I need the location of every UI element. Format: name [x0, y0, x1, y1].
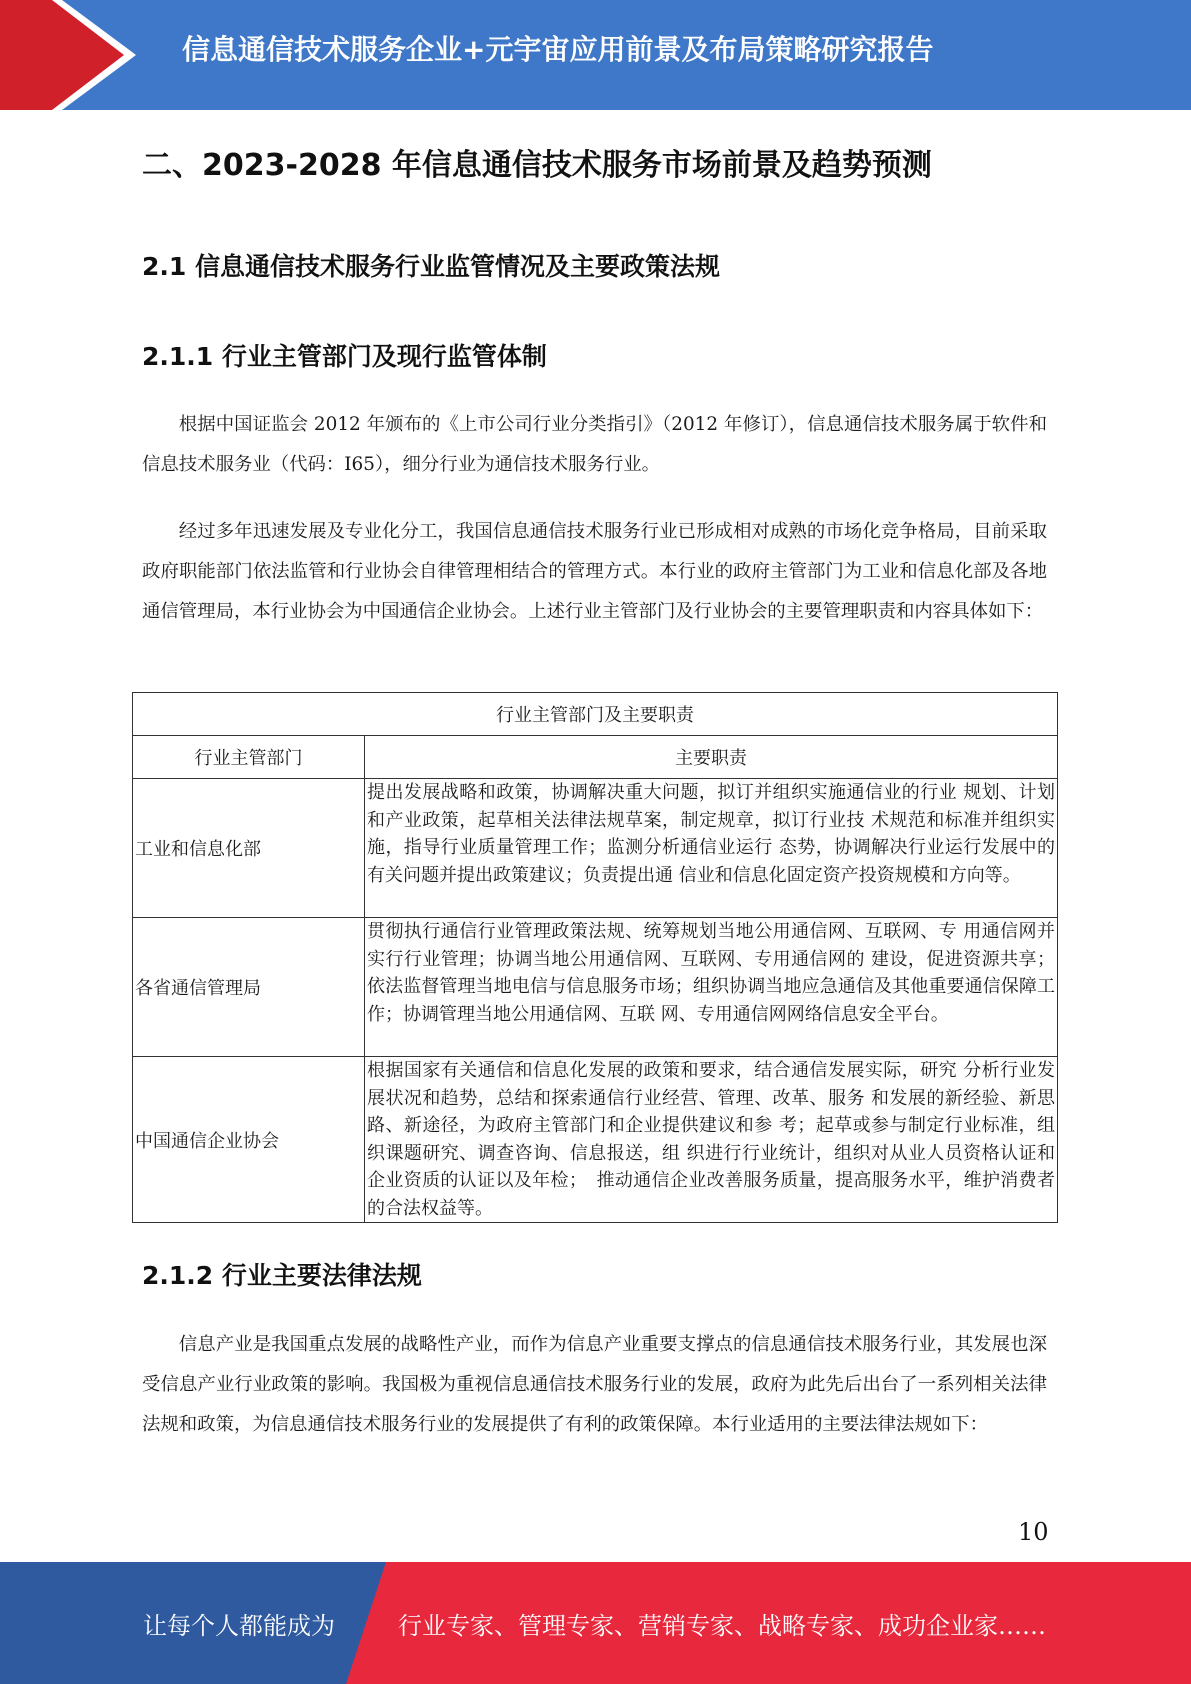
header-chevron-icon [0, 0, 150, 110]
subsection-heading-2-1-1: 2.1.1 行业主管部门及现行监管体制 [142, 342, 547, 371]
section-title: 二、2023-2028 年信息通信技术服务市场前景及趋势预测 [142, 148, 932, 183]
table-cell-duties: 贯彻执行通信行业管理政策法规、统筹规划当地公用通信网、互联网、专 用通信网并实行行业管理；协调当地公用通信网、互联网、专用通信网的 建设，促进资源共享；依法监督管理当地电信与信息服务市场；组织协调当地应急通信及其他重要通信保障工作；协调管理当地公用通信网、互联 网、专用通信网网络信息安全平台。 [365, 918, 1058, 1057]
table-cell-duties: 提出发展战略和政策，协调解决重大问题，拟订并组织实施通信业的行业 规划、计划和产业政策，起草相关法律法规草案，制定规章，拟订行业技 术规范和标准并组织实施，指导行业质量管理工作；监测分析通信业运行 态势，协调解决行业运行发展中的有关问题并提出政策建议；负责提出通 信业和信息化固定资产投资规模和方向等。 [365, 779, 1058, 918]
table-cell-department: 工业和信息化部 [133, 779, 365, 918]
paragraph-industry-classification: 根据中国证监会 2012 年颁布的《上市公司行业分类指引》（2012 年修订），信息通信技术服务属于软件和信息技术服务业（代码：I65），细分行业为通信技术服务行业。 [142, 414, 1047, 475]
table-caption: 行业主管部门及主要职责 [133, 693, 1058, 736]
subsection-heading-2-1: 2.1 信息通信技术服务行业监管情况及主要政策法规 [142, 252, 720, 281]
paragraph-laws-intro: 信息产业是我国重点发展的战略性产业，而作为信息产业重要支撑点的信息通信技术服务行业，其发展也深受信息产业行业政策的影响。我国极为重视信息通信技术服务行业的发展，政府为此先后出台了一系列相关法律法规和政策，为信息通信技术服务行业的发展提供了有利的政策保障。本行业适用的主要法律法规如下： [142, 1334, 1047, 1435]
page-number: 10 [1018, 1518, 1049, 1546]
table-cell-duties: 根据国家有关通信和信息化发展的政策和要求，结合通信发展实际，研究 分析行业发展状况和趋势，总结和探索通信行业经营、管理、改革、服务 和发展的新经验、新思路、新途径，为政府主管部门和企业提供建议和参 考；起草或参与制定行业标准，组织课题研究、调查咨询、信息报送，组 织进行行业统计，组织对从业人员资格认证和企业资质的认证以及年检； 推动通信企业改善服务质量，提高服务水平，维护消费者的合法权益等。 [365, 1057, 1058, 1223]
table-row [133, 918, 1058, 1057]
footer-slogan-right: 行业专家、管理专家、营销专家、战略专家、成功企业家…… [398, 1612, 1046, 1640]
table-header-department: 行业主管部门 [133, 736, 365, 779]
table-cell-department: 中国通信企业协会 [133, 1057, 365, 1223]
table-row [133, 779, 1058, 918]
table-cell-department: 各省通信管理局 [133, 918, 365, 1057]
footer-banner [0, 1562, 1191, 1684]
report-title: 信息通信技术服务企业+元宇宙应用前景及布局策略研究报告 [182, 33, 934, 66]
regulator-duties-table [132, 692, 1058, 1223]
table-header-duties: 主要职责 [365, 736, 1058, 779]
header-bar [0, 0, 1191, 110]
footer-slogan-left: 让每个人都能成为 [143, 1612, 335, 1640]
subsection-heading-2-1-2: 2.1.2 行业主要法律法规 [142, 1261, 422, 1290]
table-row [133, 1057, 1058, 1223]
paragraph-regulatory-system: 经过多年迅速发展及专业化分工，我国信息通信技术服务行业已形成相对成熟的市场化竞争格局，目前采取政府职能部门依法监管和行业协会自律管理相结合的管理方式。本行业的政府主管部门为工业和信息化部及各地通信管理局，本行业协会为中国通信企业协会。上述行业主管部门及行业协会的主要管理职责和内容具体如下： [142, 521, 1047, 622]
